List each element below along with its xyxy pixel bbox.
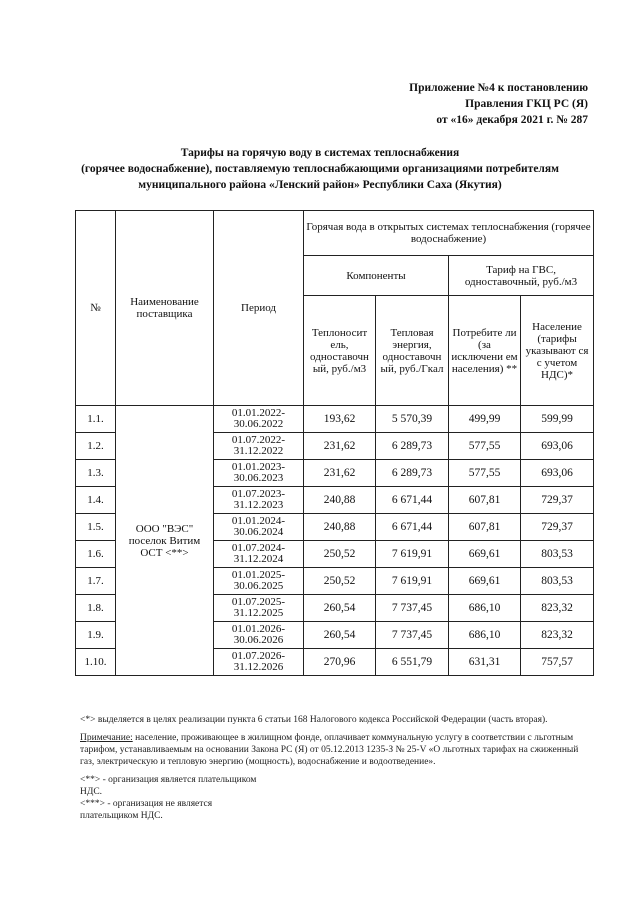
row-num: 1.3. <box>76 460 116 487</box>
row-consumers: 607,81 <box>449 487 521 514</box>
row-heat-energy: 6 671,44 <box>376 487 449 514</box>
row-heat-carrier: 270,96 <box>304 649 376 676</box>
header-consumers: Потребите ли (за исключени ем населения) ** <box>449 296 521 406</box>
footnote-vat: <*> выделяется в целях реализации пункта 6 статьи 168 Налогового кодекса Российской Федерации (часть вторая). <box>80 715 548 725</box>
document-title <box>60 145 580 193</box>
appendix-line-1: Приложение №4 к постановлению <box>409 82 588 94</box>
row-period: 01.07.2025-31.12.2025 <box>214 595 304 622</box>
row-heat-energy: 7 619,91 <box>376 541 449 568</box>
title-line-2: (горячее водоснабжение), поставляемую теплоснабжающими организациями потребителям <box>81 163 559 175</box>
row-consumers: 669,61 <box>449 541 521 568</box>
row-heat-energy: 7 737,45 <box>376 622 449 649</box>
row-heat-carrier: 240,88 <box>304 487 376 514</box>
remark-label: Примечание: <box>80 733 133 743</box>
row-heat-energy: 7 737,45 <box>376 595 449 622</box>
row-consumers: 577,55 <box>449 460 521 487</box>
row-num: 1.10. <box>76 649 116 676</box>
row-population: 823,32 <box>521 622 594 649</box>
row-heat-carrier: 240,88 <box>304 514 376 541</box>
row-num: 1.8. <box>76 595 116 622</box>
row-consumers: 577,55 <box>449 433 521 460</box>
footnote-non-vat-payer <box>80 798 590 822</box>
row-consumers: 686,10 <box>449 595 521 622</box>
row-num: 1.4. <box>76 487 116 514</box>
row-period: 01.07.2026-31.12.2026 <box>214 649 304 676</box>
row-period: 01.01.2026-30.06.2026 <box>214 622 304 649</box>
non-vat-payer-line-2: плательщиком НДС. <box>80 811 163 821</box>
row-heat-energy: 7 619,91 <box>376 568 449 595</box>
row-population: 803,53 <box>521 541 594 568</box>
row-num: 1.1. <box>76 406 116 433</box>
row-period: 01.01.2023-30.06.2023 <box>214 460 304 487</box>
title-line-1: Тарифы на горячую воду в системах теплоснабжения <box>180 147 460 159</box>
row-heat-carrier: 250,52 <box>304 568 376 595</box>
row-heat-carrier: 231,62 <box>304 460 376 487</box>
row-period: 01.07.2024-31.12.2024 <box>214 541 304 568</box>
appendix-header <box>409 80 588 128</box>
row-num: 1.2. <box>76 433 116 460</box>
header-num: № <box>76 211 116 406</box>
row-period: 01.01.2022-30.06.2022 <box>214 406 304 433</box>
row-consumers: 686,10 <box>449 622 521 649</box>
row-period: 01.07.2023-31.12.2023 <box>214 487 304 514</box>
row-population: 729,37 <box>521 514 594 541</box>
header-heat-energy: Тепловая энергия, одноставочн ый, руб./Гкал <box>376 296 449 406</box>
row-consumers: 631,31 <box>449 649 521 676</box>
tariff-table <box>75 210 594 676</box>
footnote-vat-payer <box>80 774 590 798</box>
row-heat-energy: 6 671,44 <box>376 514 449 541</box>
row-population: 599,99 <box>521 406 594 433</box>
row-num: 1.9. <box>76 622 116 649</box>
row-period: 01.01.2025-30.06.2025 <box>214 568 304 595</box>
header-population: Население (тарифы указывают ся с учетом НДС)* <box>521 296 594 406</box>
header-components: Компоненты <box>304 256 449 296</box>
row-period: 01.01.2024-30.06.2024 <box>214 514 304 541</box>
vat-payer-line-2: НДС. <box>80 787 103 797</box>
row-heat-carrier: 260,54 <box>304 595 376 622</box>
row-heat-energy: 5 570,39 <box>376 406 449 433</box>
row-num: 1.6. <box>76 541 116 568</box>
row-heat-energy: 6 289,73 <box>376 460 449 487</box>
vat-payer-line-1: <**> - организация является плательщиком <box>80 775 257 785</box>
appendix-line-3: от «16» декабря 2021 г. № 287 <box>436 114 588 126</box>
row-num: 1.5. <box>76 514 116 541</box>
row-population: 693,06 <box>521 433 594 460</box>
row-consumers: 607,81 <box>449 514 521 541</box>
row-heat-carrier: 231,62 <box>304 433 376 460</box>
row-population: 823,32 <box>521 595 594 622</box>
appendix-line-2: Правления ГКЦ РС (Я) <box>465 98 588 110</box>
header-supplier: Наименование поставщика <box>116 211 214 406</box>
row-population: 693,06 <box>521 460 594 487</box>
row-population: 729,37 <box>521 487 594 514</box>
footnote-remark <box>80 732 590 768</box>
footnotes <box>80 714 590 822</box>
table-row <box>76 406 594 433</box>
header-tariff-gvs: Тариф на ГВС, одноставочный, руб./м3 <box>449 256 594 296</box>
title-line-3: муниципального района «Ленский район» Республики Саха (Якутия) <box>138 179 502 191</box>
non-vat-payer-line-1: <***> - организация не является <box>80 799 213 809</box>
header-group: Горячая вода в открытых системах теплоснабжения (горячее водоснабжение) <box>304 211 594 256</box>
remark-text: население, проживающее в жилищном фонде, оплачивает коммунальную услугу в соответствии с льготным тарифом, устанавливаемым на основании Закона РС (Я) от 05.12.2013 1235-З № 25-V «О льготных тарифах на сжиженный газ, электрическую и тепловую энергию (мощность), водоснабжение и водоотведение». <box>80 733 579 767</box>
row-heat-carrier: 193,62 <box>304 406 376 433</box>
supplier-name: ООО "ВЭС" поселок Витим ОСТ <**> <box>116 406 214 676</box>
row-num: 1.7. <box>76 568 116 595</box>
row-consumers: 669,61 <box>449 568 521 595</box>
row-population: 757,57 <box>521 649 594 676</box>
header-heat-carrier: Теплоносит ель, одноставочн ый, руб./м3 <box>304 296 376 406</box>
row-heat-carrier: 260,54 <box>304 622 376 649</box>
header-period: Период <box>214 211 304 406</box>
row-heat-energy: 6 289,73 <box>376 433 449 460</box>
row-population: 803,53 <box>521 568 594 595</box>
row-heat-carrier: 250,52 <box>304 541 376 568</box>
row-heat-energy: 6 551,79 <box>376 649 449 676</box>
row-consumers: 499,99 <box>449 406 521 433</box>
row-period: 01.07.2022-31.12.2022 <box>214 433 304 460</box>
